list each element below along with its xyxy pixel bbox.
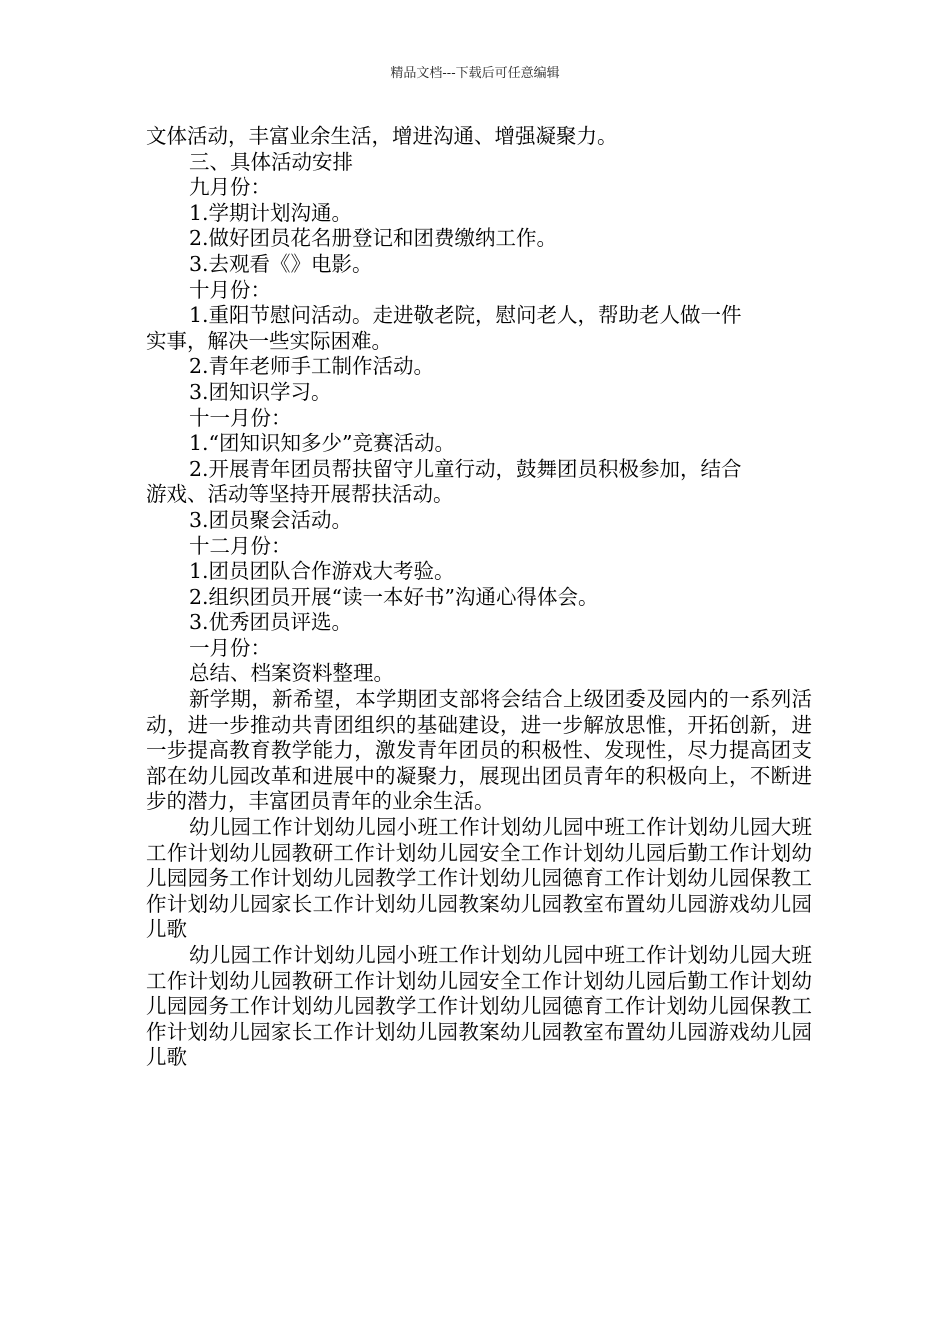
page-header: 精品文档---下载后可任意编辑 [390,66,560,81]
month-heading-january: 一月份： [189,635,271,660]
text-line: 文体活动，丰富业余生活，增进沟通、增强凝聚力。 [146,124,618,148]
list-item: 1.重阳节慰问活动。走进敬老院，慰问老人，帮助老人做一件 [189,303,742,328]
list-item: 2.开展青年团员帮扶留守儿童行动，鼓舞团员积极参加，结合 [189,456,742,481]
closing-paragraph: 新学期，新希望，本学期团支部将会结合上级团委及园内的一系列活动，进一步推动共青团组织的基础建设，进一步解放思惟，开拓创新，进一步提高教育教学能力，激发青年团员的积极性、发现性，尽力提高团支部在幼儿园改革和进展中的凝聚力，展现出团员青年的积极向上，不断进步的潜力，丰富团员青年的业余生活。 [146,687,812,814]
list-item: 3.团员聚会活动。 [189,507,353,532]
keyword-paragraph: 幼儿园工作计划幼儿园小班工作计划幼儿园中班工作计划幼儿园大班工作计划幼儿园教研工作计划幼儿园安全工作计划幼儿园后勤工作计划幼儿园园务工作计划幼儿园教学工作计划幼儿园德育工作计划幼儿园保教工作计划幼儿园家长工作计划幼儿园教案幼儿园教室布置幼儿园游戏幼儿园儿歌 [146,815,812,942]
list-item: 2.青年老师手工制作活动。 [189,354,435,379]
section-heading: 三、具体活动安排 [189,149,353,174]
list-item: 1.学期计划沟通。 [189,200,353,225]
month-heading-november: 十一月份： [189,405,292,430]
list-item: 2.做好团员花名册登记和团费缴纳工作。 [189,226,558,251]
activity-list [146,124,812,687]
list-item-continuation: 实事，解决一些实际困难。 [146,328,392,353]
month-heading-october: 十月份： [189,277,271,302]
list-item-continuation: 游戏、活动等坚持开展帮扶活动。 [146,482,454,507]
document-body [146,124,812,1071]
list-item: 3.团知识学习。 [189,379,332,404]
list-item: 3.优秀团员评选。 [189,610,353,635]
list-item: 1.“团知识知多少”竞赛活动。 [189,431,456,456]
month-heading-september: 九月份： [189,175,271,200]
month-heading-december: 十二月份： [189,533,292,558]
list-item: 2.组织团员开展“读一本好书”沟通心得体会。 [189,584,599,609]
list-item: 总结、档案资料整理。 [189,661,394,686]
list-item: 3.去观看《》电影。 [189,251,373,276]
keyword-paragraph: 幼儿园工作计划幼儿园小班工作计划幼儿园中班工作计划幼儿园大班工作计划幼儿园教研工作计划幼儿园安全工作计划幼儿园后勤工作计划幼儿园园务工作计划幼儿园教学工作计划幼儿园德育工作计划幼儿园保教工作计划幼儿园家长工作计划幼儿园教案幼儿园教室布置幼儿园游戏幼儿园儿歌 [146,943,812,1070]
list-item: 1.团员团队合作游戏大考验。 [189,559,455,584]
